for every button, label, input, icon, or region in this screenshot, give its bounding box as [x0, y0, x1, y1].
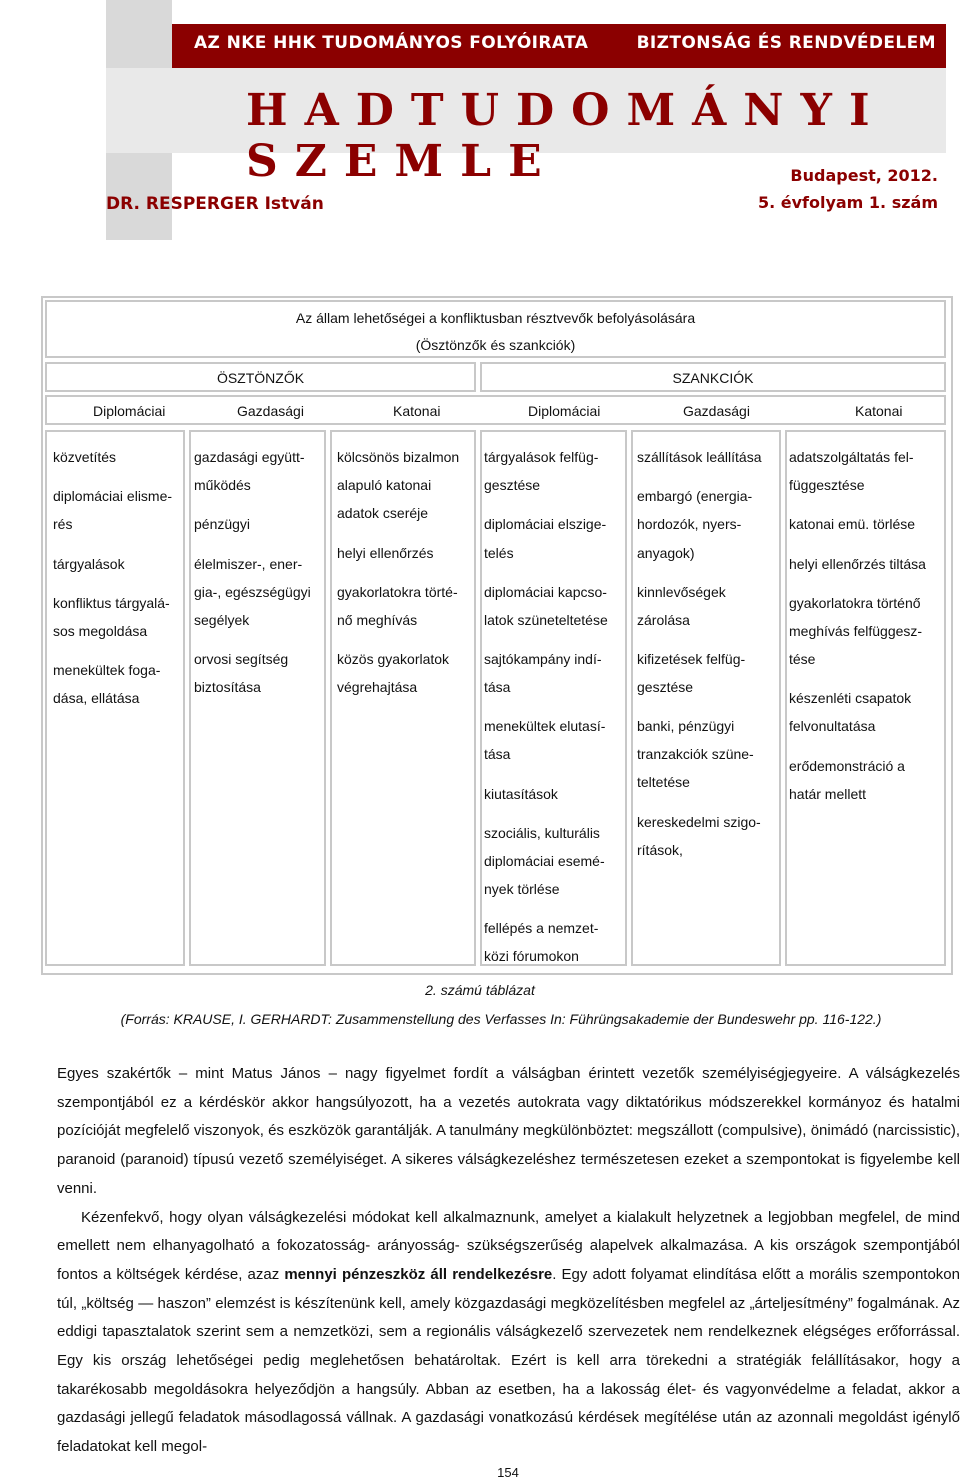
table-cell-text: végrehajtása — [337, 679, 418, 695]
table-cell-text: rés — [53, 516, 73, 532]
table-cell-text: tárgyalások — [53, 556, 125, 572]
group-label: SZANKCIÓK — [672, 370, 754, 386]
table-cell-text: meghívás felfüggesz- — [789, 623, 923, 639]
table-cell-text: pénzügyi — [194, 516, 251, 532]
table-cell-text: zárolása — [637, 612, 690, 628]
table-cell-text: konfliktus tárgyalá- — [53, 595, 170, 611]
table-cell-text: szállítások leállítása — [637, 449, 762, 465]
table-cell-text: katonai emü. törlése — [789, 516, 916, 532]
table-cell-text: gesztése — [637, 679, 694, 695]
group-label: ÖSZTÖNZŐK — [216, 370, 305, 386]
table-cell-text: készenléti csapatok — [789, 690, 912, 706]
column-header: Gazdasági — [237, 403, 304, 419]
table-cell-text: tása — [484, 746, 511, 762]
journal-section: BIZTONSÁG ÉS RENDVÉDELEM — [636, 33, 936, 53]
table-cell-text: teltetése — [637, 774, 690, 790]
emphasized-text: mennyi pénzeszköz áll rendelkezésre — [284, 1265, 553, 1283]
table-cell-text: adatok cseréje — [337, 505, 429, 521]
table-cell-text: gesztése — [484, 477, 541, 493]
table-cell-text: menekültek elutasí- — [484, 718, 606, 734]
table-cell-text: segélyek — [194, 612, 250, 628]
table-cell-text: diplomáciai esemé- — [484, 853, 605, 869]
table-cell-text: adatszolgáltatás fel- — [789, 449, 914, 465]
banner-top-bar — [172, 24, 946, 68]
table-cell-text: szociális, kulturális — [484, 825, 600, 841]
table-cell-text: dása, ellátása — [53, 690, 140, 706]
table-cell-text: anyagok) — [637, 545, 695, 561]
table-cell-text: menekültek foga- — [53, 662, 161, 678]
table-cell-text: biztosítása — [194, 679, 261, 695]
table-cell-text: diplomáciai elszige- — [484, 516, 607, 532]
table-cell-text: diplomáciai elisme- — [53, 488, 173, 504]
table-cell-text: sos megoldása — [53, 623, 148, 639]
table-cell-text: helyi ellenőrzés — [337, 545, 434, 561]
table-cell-text: kereskedelmi szigo- — [637, 814, 761, 830]
table-cell-text: élelmiszer-, ener- — [194, 556, 303, 572]
table-cell-text: telés — [484, 545, 514, 561]
table-cell-text: helyi ellenőrzés tiltása — [789, 556, 926, 572]
issue-info — [758, 162, 938, 216]
column-header: Diplomáciai — [93, 403, 166, 419]
table-cell-text: nyek törlése — [484, 881, 560, 897]
table-cell-text: felvonultatása — [789, 718, 876, 734]
body-text — [57, 1060, 960, 1462]
table-cell-text: diplomáciai kapcso- — [484, 584, 607, 600]
table-cell-text: tása — [484, 679, 511, 695]
text-run: . Egy adott folyamat elindítása előtt a morális szempontokon túl, „költség — haszon” elemzést is készítenünk kell, amely közgazdasági megközelítésben megfelel az „árteljesítmény” fogalmának. Az eddigi tapasztalatok szerint sem a nemzetközi, sem a regionális válságkezelő szervezetek nem rendelkeznek elégséges erőforrással. Egy kis ország lehetőségei pedig meglehetősen behatároltak. Ezért is kell arra törekedni a stratégiák felállításakor, hogy a takarékosabb megoldásokra helyeződjön a hangsúly. Abban az esetben, ha a lakosság élet- és vagyonvédelme a feladat, akkor a gazdasági jellegű feladatok másodlagossá vállnak. A gazdasági vonatkozású kérdések megítélése után az azonnali megoldást igénylő feladatokat kell megol- — [57, 1265, 960, 1456]
volume-issue: 5. évfolyam 1. szám — [757, 193, 938, 212]
table-title: Az állam lehetőségei a konfliktusban résztvevők befolyásolására — [295, 310, 696, 326]
table-cell-text: hordozók, nyers- — [637, 516, 742, 532]
journal-title: HADTUDOMÁNYI SZEMLE — [246, 85, 887, 187]
table-cell-text: orvosi segítség — [194, 651, 289, 667]
table-cell-text: nő meghívás — [337, 612, 418, 628]
table-caption: 2. számú táblázat — [425, 982, 535, 998]
group-header-incentives — [45, 362, 476, 392]
table-cell-text: rítások, — [637, 842, 683, 858]
table-cell-text: tranzakciók szüne- — [637, 746, 754, 762]
table-cell-text: embargó (energia- — [637, 488, 753, 504]
table-cell-text: működés — [194, 477, 251, 493]
table-column-5 — [631, 430, 781, 966]
paragraph: Egyes szakértők – mint Matus János – nagy figyelmet fordít a válságban érintett vezetők személyiségjegyeire. A válságkezelés szempontjából ez a kérdéskör akkor hangsúlyozott, ha a vezetés autokrata vagy diktatórikus módszerekkel kormányoz és hatalmi pozícióját megfelelő viszonyok, és eszközök garantálják. A tanulmány megkülönböztet: megszállott (compulsive), önimádó (narcissistic), paranoid (paranoid) típusú vezető személyiséget. A sikeres válságkezeléshez természetesen ezeket a szempontokat is figyelembe kell venni. — [57, 1065, 960, 1197]
table-cell-text: függesztése — [789, 477, 865, 493]
table-cell-text: banki, pénzügyi — [637, 718, 735, 734]
table-source: (Forrás: KRAUSE, I. GERHARDT: Zusammenstellung des Verfasses In: Führüngsakademie der Bundeswehr pp. 116-122.) — [120, 1011, 882, 1027]
table-cell-text: közvetítés — [53, 449, 117, 465]
table-cell-text: latok szüneteltetése — [484, 612, 608, 628]
table-cell-text: tése — [789, 651, 816, 667]
column-header: Diplomáciai — [528, 403, 601, 419]
page-number: 154 — [497, 1465, 519, 1480]
table-cell-text: gyakorlatokra törté- — [337, 584, 458, 600]
table-cell-text: kiutasítások — [484, 786, 558, 802]
group-header-sanctions — [480, 362, 946, 392]
table-cell-text: kölcsönös bizalmon — [337, 449, 460, 465]
column-header: Katonai — [393, 403, 441, 419]
place-date: Budapest, 2012. — [790, 166, 938, 185]
column-header: Katonai — [855, 403, 903, 419]
table-cell-text: fellépés a nemzet- — [484, 920, 599, 936]
journal-banner — [106, 0, 946, 240]
table-cell-text: sajtókampány indí- — [484, 651, 602, 667]
table-cell-text: kinnlevőségek — [637, 584, 726, 600]
table-cell-text: közös gyakorlatok — [337, 651, 450, 667]
column-header-row — [45, 395, 946, 425]
table-cell-text: gia-, egészségügyi — [194, 584, 311, 600]
table-subtitle: (Ösztönzők és szankciók) — [415, 337, 576, 353]
table-cell-text: közi fórumokon — [484, 948, 579, 964]
text-run: Kézenfekvő, hogy olyan válságkezelési módokat kell alkalmaznunk, amelyet a kialakult helyzetnek a legjobban megfelel, de mind emellett nem elhanyagolható a fokozatosság- arányosság- szükségszerűség alapelvek alkalmazása. A kis országok szempontjából fontos a költségek kérdése, azaz — [57, 1208, 960, 1283]
journal-publisher: AZ NKE HHK TUDOMÁNYOS FOLYÓIRATA — [194, 33, 589, 53]
paragraph — [57, 1204, 960, 1462]
table-cell-text: határ mellett — [789, 786, 867, 802]
table-cell-text: erődemonstráció a — [789, 758, 905, 774]
table-title-cell — [45, 300, 946, 358]
table-cell-text: tárgyalások felfüg- — [484, 449, 599, 465]
article-author: DR. RESPERGER István — [106, 194, 324, 214]
column-header: Gazdasági — [683, 403, 750, 419]
table-cell-text: alapuló katonai — [337, 477, 432, 493]
table-cell-text: gazdasági együtt- — [194, 449, 305, 465]
table-column-2 — [189, 430, 326, 966]
table-cell-text: gyakorlatokra történő — [789, 595, 921, 611]
table-cell-text: kifizetések felfüg- — [637, 651, 746, 667]
